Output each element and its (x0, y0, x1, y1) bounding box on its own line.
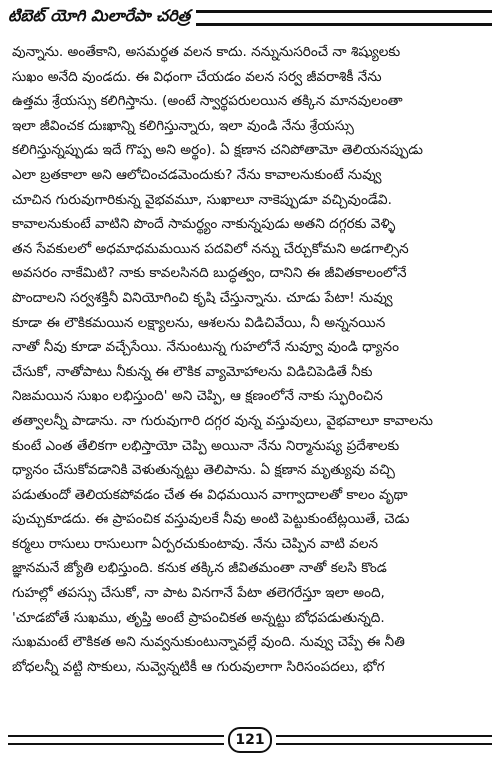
header-double-rule (196, 10, 492, 26)
text-line: పుచ్చుకూడదు. ఈ ప్రాపంచిక వస్తువులకే నీవు అంటి పెట్టుకుంటేట్లయితే, చెడు (12, 511, 410, 528)
text-line: చూచిన గురువుగారికున్న వైభవమూ, సుఖాలూ నాకెప్పుడూ వచ్చివుండేవి. (12, 191, 392, 208)
running-title: టిబెట్ యోగి మిలారేపా చరిత్ర (8, 5, 191, 25)
text-line: 'చూడబోతే సుఖము, తృప్తి అంటే ప్రాపంచికత అన్నట్టు బోధపడుతున్నది. (12, 609, 385, 626)
page-footer (8, 727, 492, 753)
footer-rule-right (276, 735, 492, 745)
text-line: అవసరం నాకేమిటి? నాకు కావలసినది బుద్ధత్వం, దానిని ఈ జీవితకాలంలోనే (12, 265, 407, 282)
text-line: జ్ఞానమనే జ్యోతి లభిస్తుంది. కనుక తక్కిన జీవితమంతా నాతో కలసి కొండ (12, 560, 387, 577)
text-line: బోధలన్నీ వట్టి సొకులు, నువ్వెన్నటికీ ఆ గురువులాగా సిరిసంపదలు, భోగ (12, 658, 385, 675)
text-line: పడుతుందో తెలియకపోవడం చేత ఈ విధమయిన వాగ్వాదాలతో కాలం వృథా (12, 486, 408, 503)
text-line: కూడా ఈ లౌకికమయిన లక్ష్యాలను, ఆశలను విడిచివేయి, నీ అన్ననయిన (12, 314, 386, 331)
text-line: గుహల్లో తపస్సు చేసుకో, నా పాట వినగానే పేటా తలెగరేస్తూ ఇలా అంది, (12, 585, 385, 602)
text-line: వున్నాను. అంతేకాని, అసమర్థత వలన కాదు. నన్నునుసరించే నా శిష్యులకు (12, 44, 401, 60)
text-line: కావాలనుకుంటే వాటిని పొందే సామర్థ్యం నాకున్నపుడు అతని దగ్గరకు వెళ్ళి (12, 216, 396, 233)
text-line: సుఖమంటే లౌకికత అని నువ్వనుకుంటున్నావల్లే వుంది. నువ్వు చెప్పే ఈ నీతి (12, 634, 405, 651)
text-line: ఇలా జీవించక దుఃఖాన్ని కలిగిస్తున్నారు, ఇలా వుండి నేను శ్రేయస్సు (12, 117, 354, 134)
text-line: తన సేవకులలో అధమాధమమయిన పదవిలో నన్ను చేర్చుకోమని అడగాల్సిన (12, 240, 409, 257)
text-line: నాతో నీవు కూడా వచ్చేసేయి. నేనుంటున్న గుహలోనే నువ్వూ వుండి ధ్యానం (12, 339, 399, 356)
text-line: ధ్యానం చేసుకోవడానికి వెళుతున్నట్టు తెలిపాను. ఏ క్షణాన మృత్యువు వచ్చి (12, 462, 395, 479)
text-line: సుఖం అనేది వుండదు. ఈ విధంగా చేయడం వలన సర్వ జీవరాశికీ నేను (12, 68, 382, 85)
text-line: తత్వాలన్నీ పాడాను. నా గురువుగారి దగ్గర వున్న వస్తువులు, వైభవాలూ కావాలను (12, 412, 433, 429)
running-header (8, 2, 492, 32)
text-line: కర్మలు రాసులు రాసులుగా ఏర్పరచుకుంటావు. నేను చెప్పిన వాటి వలన (12, 535, 379, 552)
text-line: నిజమయిన సుఖం లభిస్తుంది' అని చెప్పి, ఆ క్షణంలోనే నాకు స్ఫురించిన (12, 388, 383, 405)
text-line: ఎలా బ్రతకాలా అని ఆలోచించడమెందుకు? నేను కావాలనుకుంటే నువ్వు (12, 166, 382, 183)
text-line: చేసుకో, నాతోపాటు నీకున్న ఈ లౌకిక వ్యామోహాలను విడిచిపెడితే నీకు (12, 363, 373, 380)
text-line: పొందాలని సర్వశక్తినీ వినియోగించి కృషి చేస్తున్నాను. చూడు పేటా! నువ్వు (12, 289, 393, 306)
body-text (12, 40, 490, 679)
text-line: కలిగిస్తున్నప్పుడు ఇదే గొప్ప అని అర్థం). ఏ క్షణాన చనిపోతామో తెలియనప్పుడు (12, 142, 423, 159)
footer-rule-left (8, 735, 224, 745)
text-line: కుంటే ఎంత తేలికగా లభిస్తాయో చెప్పి అయినా నేను నిర్మానుష్య ప్రదేశాలకు (12, 437, 400, 454)
page-number: 121 (228, 727, 272, 753)
text-line: ఉత్తమ శ్రేయస్సు కలిగిస్తాను. (అంటే స్వార్థపరులయిన తక్కిన మానవులంతా (12, 93, 403, 110)
